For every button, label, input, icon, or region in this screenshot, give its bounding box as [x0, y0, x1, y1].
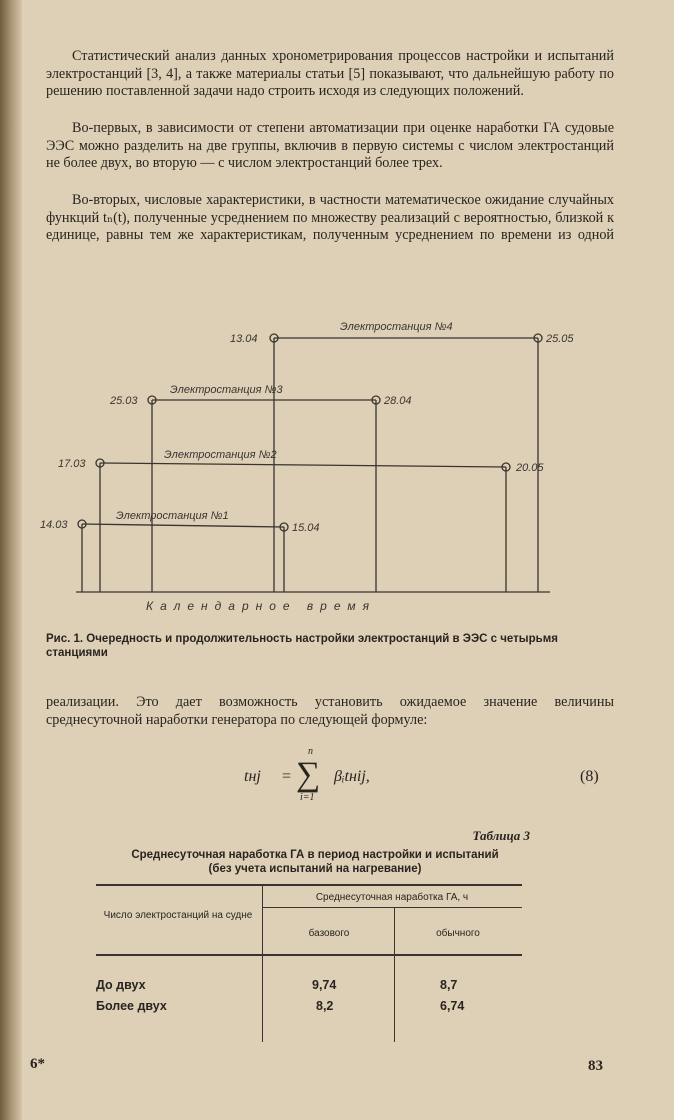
label-station-2: Электростанция №2 — [164, 449, 277, 461]
date-station-4-end: 25.05 — [546, 333, 574, 345]
table-subheader-usual: обычного — [436, 928, 480, 939]
paragraph-realization: реализации. Это дает возможность установить ожидаемое значение величины среднесуточной наработки генератора по следующей формуле: — [46, 694, 614, 728]
table-row-1-label: До двух — [96, 978, 146, 992]
label-station-4: Электростанция №4 — [340, 321, 453, 333]
timeline-chart — [30, 270, 640, 620]
axis-label-calendar-time: Календарное время — [146, 599, 377, 613]
table-vline-2 — [394, 907, 395, 1042]
table-subheader-base: базового — [308, 928, 350, 939]
bar-station-2 — [100, 463, 506, 467]
figure-caption: Рис. 1. Очередность и продолжительность настройки электростанций в ЭЭС с четырьмя станциями — [46, 633, 558, 659]
table-label: Таблица 3 — [472, 828, 530, 843]
table-row-1-base: 9,74 — [312, 978, 337, 992]
formula-lhs: tнj — [244, 768, 261, 785]
formula-equals: = — [282, 768, 292, 785]
formula-8 — [230, 746, 420, 810]
date-station-2-start: 17.03 — [58, 458, 86, 470]
table-vline-1 — [262, 884, 263, 1042]
formula-number: (8) — [580, 768, 599, 785]
figure-station-timeline — [30, 270, 640, 620]
date-station-1-end: 15.04 — [292, 522, 320, 534]
date-station-3-start: 25.03 — [110, 395, 138, 407]
table-group-header: Среднесуточная наработка ГА, ч — [315, 892, 469, 903]
paragraph-second-point: Во-вторых, числовые характеристики, в частности математическое ожидание случайных функций tₙ(t), полученные усреднением по множеству реализаций с вероятностью, близкой к единице, равны тем же характеристикам, полученным усреднением по времени из одной — [46, 192, 614, 244]
signature-mark: 6* — [30, 1056, 45, 1072]
table-header-rule — [96, 954, 522, 956]
table-title — [90, 848, 540, 876]
formula-rhs: βᵢtнij, — [334, 768, 370, 785]
bar-station-1 — [82, 524, 284, 527]
date-station-4-start: 13.04 — [230, 333, 258, 345]
page-number: 83 — [588, 1058, 603, 1074]
table-row-2-usual: 6,74 — [440, 999, 465, 1013]
formula-sum-upper: n — [308, 746, 313, 757]
sigma-icon: ∑ — [296, 756, 321, 793]
label-station-1: Электростанция №1 — [116, 510, 229, 522]
date-station-1-start: 14.03 — [40, 519, 68, 531]
table-title-line-2: (без учета испытаний на нагревание) — [208, 863, 422, 875]
table-row-2-label: Более двух — [96, 999, 167, 1013]
date-station-2-end: 20.05 — [516, 462, 544, 474]
paragraph-intro: Статистический анализ данных хронометрирования процессов настройки и испытаний электростанций [3, 4], а также материалы статьи [5] показывают, что дальнейшую работу по решению поставленной задачи надо строить исходя из следующих положений. — [46, 48, 614, 100]
paragraph-first-point: Во-первых, в зависимости от степени автоматизации при оценке наработки ГА судовые ЭЭС можно разделить на две группы, включив в первую системы с числом электростанций не более двух, во вторую — с числом электростанций более трех. — [46, 120, 614, 172]
table-top-rule — [96, 884, 522, 886]
date-station-3-end: 28.04 — [384, 395, 412, 407]
table-col1-header: Число электростанций на судне — [103, 910, 253, 921]
page-binding-edge — [0, 0, 22, 1120]
table-title-line-1: Среднесуточная наработка ГА в период настройки и испытаний — [131, 849, 499, 861]
label-station-3: Электростанция №3 — [170, 384, 283, 396]
table-row-1-usual: 8,7 — [440, 978, 458, 992]
table-row-2-base: 8,2 — [316, 999, 334, 1013]
table-subheader-rule — [262, 907, 522, 908]
formula-sum-lower: i=1 — [300, 792, 315, 803]
